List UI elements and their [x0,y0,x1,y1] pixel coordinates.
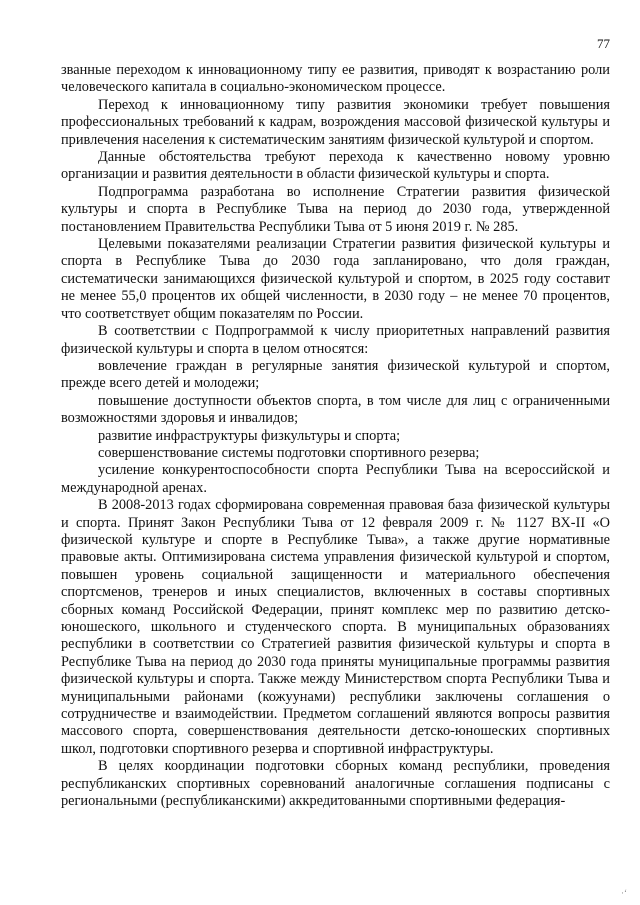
document-body [61,62,610,810]
paragraph-coordination: В целях координации подготовки сборных команд республики, проведения республиканских спортивных соревнований аналогичные соглашения подписаны с региональными (республиканскими) аккредитованными спортивными федерация- [61,758,610,810]
paragraph-circumstances: Данные обстоятельства требуют перехода к качественно новому уровню организации и развития деятельности в области физической культуры и спорта. [61,149,610,183]
page-number: 77 [597,36,610,51]
list-item-accessibility: повышение доступности объектов спорта, в том числе для лиц с ограниченными возможностями здоровья и инвалидов; [61,392,610,427]
list-item-infrastructure: развитие инфраструктуры физкультуры и спорта; [98,427,401,444]
list-item-reserve-training: совершенствование системы подготовки спортивного резерва; [98,444,480,461]
paragraph-target-indicators: Целевыми показателями реализации Стратегии развития физической культуры и спорта в Республике Тыва до 2030 года запланировано, что доля граждан, систематически занимающихся физической культурой и спортом, в 2025 году составит не менее 55,0 процентов их общей численности, в 2030 году – не менее 70 процентов, что соответствует общим показателям по России. [61,236,610,322]
list-item-competitiveness: усиление конкурентоспособности спорта Республики Тыва на всероссийской и международной аренах. [61,462,610,496]
scan-mark: ·ʻ [621,888,627,898]
paragraph-subprogram-basis: Подпрограмма разработана во исполнение Стратегии развития физической культуры и спорта в Республике Тыва на период до 2030 года, утвержденной постановлением Правительства Республики Тыва от 5 июня 2019 г. № 285. [61,183,610,235]
paragraph-innovation-transition: Переход к инновационному типу развития экономики требует повышения профессиональных требований к кадрам, возрождения массовой физической культуры и привлечения населения к систематическим занятиям физической культурой и спортом. [61,96,610,148]
paragraph-continuation: званные переходом к инновационному типу ее развития, приводят к возрастанию роли человеческого капитала в социально-экономическом процессе. [61,62,610,96]
paragraph-legal-base: В 2008-2013 годах сформирована современная правовая база физической культуры и спорта. Принят Закон Республики Тыва от 12 февраля 2009 г. № 1127 ВХ-II «О физической культуре и спорте в Республике Тыва», а также другие нормативные правовые акты. Оптимизирована система управления физической культурой и спортом, повышен уровень социальной защищенности и материального обеспечения спортсменов, тренеров и иных специалистов, включенных в составы спортивных сборных команд Российской Федерации, принят комплекс мер по развитию детско-юношеского, школьного и студенческого спорта. В муниципальных образованиях республики в соответствии со Стратегией развития физической культуры и спорта в Республике Тыва на период до 2030 года приняты муниципальные программы развития физической культуры и спорта. Также между Министерством спорта Республики Тыва и муниципальными районами (кожуунами) республики заключены соглашения о сотрудничестве и взаимодействии. Предметом соглашений являются вопросы развития массового спорта, совершенствования деятельности детско-юношеских спортивных школ, подготовки спортивного резерва и спортивной инфраструктуры. [61,497,610,757]
list-item-involvement: вовлечение граждан в регулярные занятия физической культурой и спортом, прежде всего детей и молодежи; [61,357,610,392]
paragraph-priority-directions: В соответствии с Подпрограммой к числу приоритетных направлений развития физической культуры и спорта в целом относятся: [61,323,610,357]
